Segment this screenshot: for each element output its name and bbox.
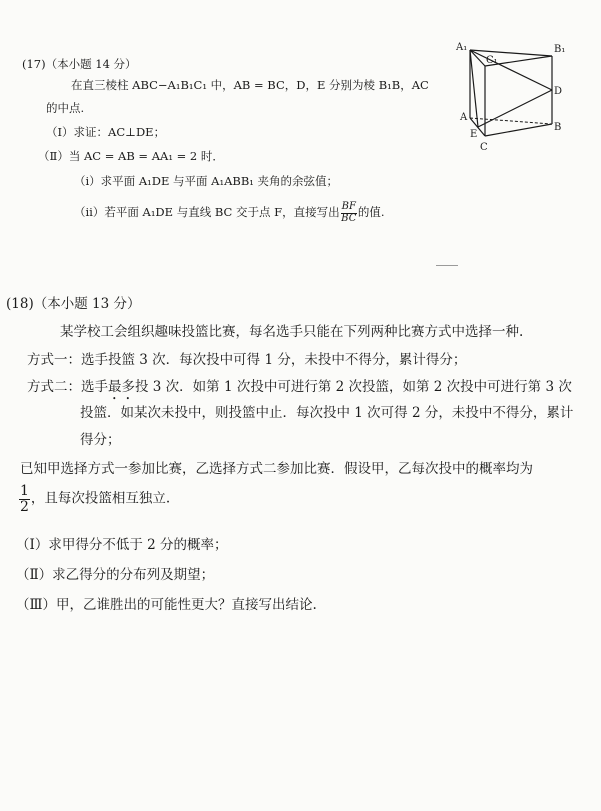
p17-part2: （Ⅱ）当 AC = AB = AA₁ = 2 时． (38, 149, 224, 163)
p17-sub2-before: （ⅱ）若平面 A₁DE 与直线 BC 交于点 F，直接写出 (74, 205, 340, 219)
p18-method2-after: 投 3 次．如第 1 次投中可进行第 2 次投篮，如第 2 次投中可进行第 3 次 (135, 379, 572, 395)
edge-a-b-hidden (470, 118, 552, 124)
segment-a1-d (470, 50, 552, 90)
label-d: D (554, 86, 563, 97)
edge-a1-b1 (470, 50, 552, 56)
p18-method2-line1 (27, 379, 572, 403)
label-c: C (480, 142, 488, 153)
label-b: B (554, 122, 562, 133)
p18-fraction-numerator: 1 (20, 483, 29, 499)
p17-fraction-denominator: BC (341, 212, 357, 224)
edge-c-b (485, 124, 552, 136)
label-e: E (470, 129, 478, 140)
p17-stem-line2: 的中点. (46, 101, 85, 115)
label-a1: A₁ (456, 42, 468, 53)
p18-fraction-half (19, 484, 30, 514)
p18-condition-line1: 已知甲选择方式一参加比赛，乙选择方式二参加比赛．假设甲，乙每次投中的概率均为 (20, 461, 533, 477)
p18-fraction-denominator: 2 (20, 498, 29, 515)
p18-condition-line2 (18, 484, 170, 514)
segment-a1-e (470, 50, 478, 127)
p18-q2: （Ⅱ）求乙得分的分布列及期望； (16, 567, 215, 583)
p17-sub2 (74, 202, 385, 224)
prism-figure (450, 36, 572, 158)
p17-header: (17)（本小题 14 分） (22, 57, 137, 71)
p17-part1: （Ⅰ）求证：AC⊥DE； (46, 125, 166, 139)
scan-mark (436, 265, 458, 266)
p17-sub1: （ⅰ）求平面 A₁DE 与平面 A₁ABB₁ 夹角的余弦值； (74, 174, 339, 188)
edge-a1-c1 (470, 50, 485, 66)
p18-method2-before: 方式二：选手 (27, 379, 108, 395)
p18-method1: 方式一：选手投篮 3 次．每次投中可得 1 分，未投中不得分，累计得分； (27, 352, 467, 368)
p17-stem-line1: 在直三棱柱 ABC−A₁B₁C₁ 中，AB = BC，D，E 分别为棱 B₁B，AC (71, 78, 429, 92)
label-c1: C₁ (486, 55, 498, 66)
p18-method2-line2: 投篮．如某次未投中，则投篮中止．每次投中 1 次可得 2 分，未投中不得分，累计 (80, 405, 574, 421)
p18-q1: （Ⅰ）求甲得分不低于 2 分的概率； (16, 537, 228, 553)
label-b1: B₁ (554, 44, 566, 55)
p18-header: (18)（本小题 13 分） (6, 296, 141, 312)
p18-intro: 某学校工会组织趣味投篮比赛，每名选手只能在下列两种比赛方式中选择一种. (60, 324, 524, 340)
label-a: A (460, 112, 468, 123)
p18-q3: （Ⅲ）甲，乙谁胜出的可能性更大？直接写出结论. (16, 597, 317, 613)
p17-sub2-after: 的值. (357, 205, 385, 219)
p17-fraction-bf-bc (341, 202, 357, 224)
p18-method2-line3: 得分； (80, 432, 121, 448)
p18-method2-dotted: 最多 (108, 379, 135, 395)
p17-fraction-numerator: BF (341, 201, 356, 212)
p18-condition-after: ，且每次投篮相互独立. (30, 490, 171, 507)
